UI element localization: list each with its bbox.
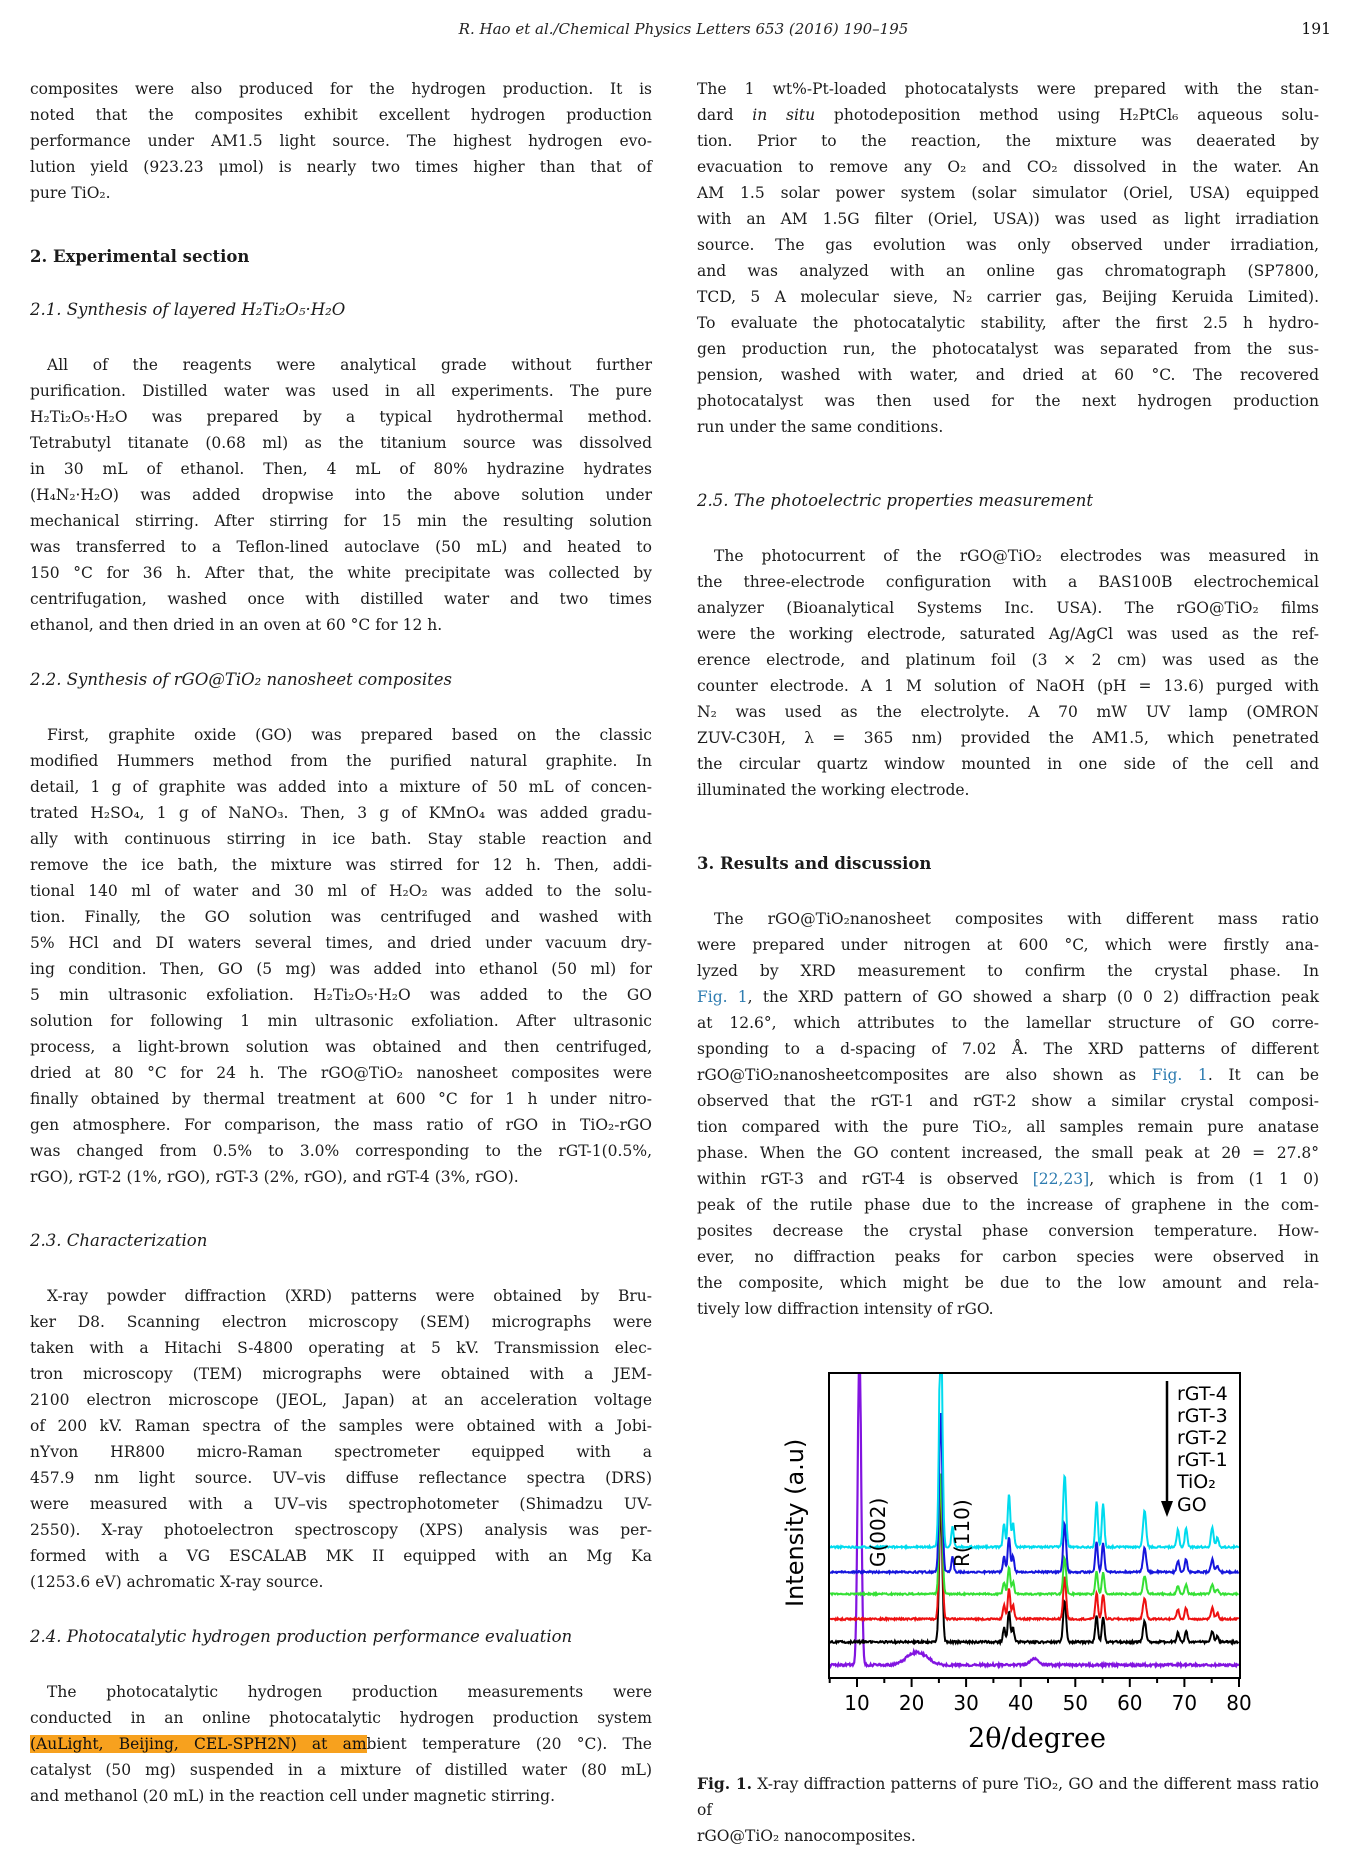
paragraph	[30, 722, 652, 1190]
xrd-chart	[697, 1355, 1319, 1755]
section-heading: 2.1. Synthesis of layered H₂Ti₂O₅·H₂O	[30, 300, 346, 319]
peak-label-R110: R(110)	[950, 1499, 974, 1567]
paragraph	[697, 76, 1319, 440]
text-line: X-ray powder diffraction (XRD) patterns were obtained by Bru-	[47, 1287, 652, 1305]
paragraph	[697, 906, 1319, 1322]
paragraph	[30, 76, 652, 206]
text-line: tion. Prior to the reaction, the mixture was deaerated by	[697, 132, 1319, 150]
text-line: evacuation to remove any O₂ and CO₂ dissolved in the water. An	[697, 158, 1319, 176]
text-line: The rGO@TiO₂nanosheet composites with different mass ratio	[714, 910, 1319, 928]
legend-label-rGT-3: rGT-3	[1177, 1405, 1228, 1427]
text-line: ZUV-C30H, λ = 365 nm) provided the AM1.5, which penetrated	[697, 729, 1319, 747]
x-tick-label: 80	[1226, 1691, 1252, 1715]
text-line: (AuLight, Beijing, CEL-SPH2N) at ambient temperature (20 °C). The	[30, 1735, 652, 1753]
text-line: observed that the rGT-1 and rGT-2 show a similar crystal composi-	[697, 1092, 1319, 1110]
legend-label-rGT-1: rGT-1	[1177, 1449, 1228, 1471]
text-line: run under the same conditions.	[697, 418, 944, 436]
text-line: counter electrode. A 1 M solution of NaOH (pH = 13.6) purged with	[697, 677, 1319, 695]
text-line: tion. Finally, the GO solution was centrifuged and washed with	[30, 908, 652, 926]
text-line: and methanol (20 mL) in the reaction cell under magnetic stirring.	[30, 1787, 556, 1805]
x-tick-label: 20	[898, 1691, 925, 1715]
text-line: phase. When the GO content increased, the small peak at 2θ = 27.8°	[697, 1144, 1319, 1162]
text-line: N₂ was used as the electrolyte. A 70 mW UV lamp (OMRON	[697, 703, 1319, 721]
paragraph	[30, 1679, 652, 1809]
text-line: were measured with a UV–vis spectrophotometer (Shimadzu UV-	[30, 1495, 652, 1513]
text-line: The photocurrent of the rGO@TiO₂ electrodes was measured in	[714, 547, 1319, 565]
text-line: 150 °C for 36 h. After that, the white precipitate was collected by	[30, 564, 652, 582]
text-line: gen atmosphere. For comparison, the mass ratio of rGO in TiO₂-rGO	[30, 1116, 652, 1134]
text-line: were the working electrode, saturated Ag/AgCl was used as the ref-	[697, 625, 1319, 643]
x-tick-label: 40	[1007, 1691, 1034, 1715]
paragraph	[30, 1283, 652, 1595]
text-line: the three-electrode configuration with a BAS100B electrochemical	[697, 573, 1319, 591]
x-tick-label: 60	[1117, 1691, 1143, 1715]
text-line: purification. Distilled water was used in all experiments. The pure	[30, 382, 652, 400]
text-line: was changed from 0.5% to 3.0% corresponding to the rGT-1(0.5%,	[30, 1142, 652, 1160]
text-line: trated H₂SO₄, 1 g of NaNO₃. Then, 3 g of KMnO₄ was added gradu-	[30, 804, 652, 822]
text-line: All of the reagents were analytical grade without further	[47, 356, 652, 374]
legend-arrowhead-icon	[1161, 1501, 1173, 1517]
legend-label-rGT-2: rGT-2	[1177, 1427, 1228, 1449]
caption-line: rGO@TiO₂ nanocomposites.	[697, 1827, 916, 1845]
text-line: dried at 80 °C for 24 h. The rGO@TiO₂ nanosheet composites were	[30, 1064, 652, 1082]
peak-label-G002: G(002)	[866, 1497, 890, 1567]
text-line: sponding to a d-spacing of 7.02 Å. The XRD patterns of different	[697, 1040, 1319, 1058]
legend-label-GO: GO	[1177, 1494, 1207, 1516]
text-line: AM 1.5 solar power system (solar simulator (Oriel, USA) equipped	[697, 184, 1319, 202]
text-line: the composite, which might be due to the low amount and rela-	[697, 1274, 1319, 1292]
text-line: at 12.6°, which attributes to the lamellar structure of GO corre-	[697, 1014, 1319, 1032]
text-line: the circular quartz window mounted in one side of the cell and	[697, 755, 1319, 773]
x-tick-label: 50	[1062, 1691, 1089, 1715]
section-heading: 2. Experimental section	[30, 247, 250, 266]
text-line: tively low diffraction intensity of rGO.	[697, 1300, 994, 1318]
x-tick-label: 70	[1171, 1691, 1198, 1715]
text-line: Tetrabutyl titanate (0.68 ml) as the titanium source was dissolved	[30, 434, 652, 452]
right-column	[697, 76, 1319, 1849]
section-heading: 2.3. Characterization	[30, 1231, 208, 1250]
text-line: First, graphite oxide (GO) was prepared based on the classic	[47, 726, 652, 744]
citation-link[interactable]: [22,23]	[1032, 1170, 1090, 1188]
text-line: centrifugation, washed once with distilled water and two times	[30, 590, 652, 608]
text-line: ethanol, and then dried in an oven at 60 °C for 12 h.	[30, 616, 443, 634]
text-line: was transferred to a Teflon-lined autoclave (50 mL) and heated to	[30, 538, 652, 556]
page-number: 191	[1301, 20, 1331, 38]
text-line: TCD, 5 A molecular sieve, N₂ carrier gas, Beijing Keruida Limited).	[697, 288, 1319, 306]
text-line: process, a light-brown solution was obtained and then centrifuged,	[30, 1038, 652, 1056]
text-line: The 1 wt%-Pt-loaded photocatalysts were prepared with the stan-	[697, 80, 1319, 98]
text-line: erence electrode, and platinum foil (3 × 2 cm) was used as the	[697, 651, 1319, 669]
text-line: taken with a Hitachi S-4800 operating at 5 kV. Transmission elec-	[30, 1339, 652, 1357]
text-line: catalyst (50 mg) suspended in a mixture of distilled water (80 mL)	[30, 1761, 652, 1779]
text-line: conducted in an online photocatalytic hydrogen production system	[30, 1709, 652, 1727]
text-line: ever, no diffraction peaks for carbon species were observed in	[697, 1248, 1319, 1266]
text-line: rGO), rGT-2 (1%, rGO), rGT-3 (2%, rGO), and rGT-4 (3%, rGO).	[30, 1168, 519, 1186]
text-line: tional 140 ml of water and 30 ml of H₂O₂ was added to the solu-	[30, 882, 652, 900]
citation-link[interactable]: Fig. 1	[1151, 1066, 1208, 1084]
section-heading: 2.5. The photoelectric properties measurement	[697, 491, 1094, 510]
left-column	[30, 76, 652, 1809]
text-line: 5% HCl and DI waters several times, and dried under vacuum dry-	[30, 934, 652, 952]
text-line: pension, washed with water, and dried at 60 °C. The recovered	[697, 366, 1319, 384]
text-line: 457.9 nm light source. UV–vis diffuse reflectance spectra (DRS)	[30, 1469, 652, 1487]
text-line: illuminated the working electrode.	[697, 781, 970, 799]
paragraph	[30, 352, 652, 638]
text-line: tron microscopy (TEM) micrographs were obtained with a JEM-	[30, 1365, 652, 1383]
figure-caption	[697, 1771, 1319, 1849]
text-line: mechanical stirring. After stirring for 15 min the resulting solution	[30, 512, 652, 530]
journal-header: R. Hao et al./Chemical Physics Letters 653 (2016) 190–195	[458, 20, 909, 38]
text-line: nYvon HR800 micro-Raman spectrometer equipped with a	[30, 1443, 652, 1461]
text-line: noted that the composites exhibit excellent hydrogen production	[30, 106, 652, 124]
text-line: H₂Ti₂O₅·H₂O was prepared by a typical hydrothermal method.	[30, 408, 652, 426]
text-line: in 30 mL of ethanol. Then, 4 mL of 80% hydrazine hydrates	[30, 460, 652, 478]
text-line: ing condition. Then, GO (5 mg) was added into ethanol (50 ml) for	[30, 960, 652, 978]
text-line: with an AM 1.5G filter (Oriel, USA)) was used as light irradiation	[697, 210, 1319, 228]
text-line: ally with continuous stirring in ice bath. Stay stable reaction and	[30, 830, 652, 848]
text-line: were prepared under nitrogen at 600 °C, which were firstly ana-	[697, 936, 1319, 954]
text-line: Fig. 1, the XRD pattern of GO showed a sharp (0 0 2) diffraction peak	[697, 988, 1319, 1006]
text-line: and was analyzed with an online gas chromatograph (SP7800,	[697, 262, 1319, 280]
text-line: ker D8. Scanning electron microscopy (SEM) micrographs were	[30, 1313, 652, 1331]
text-line: 2100 electron microscope (JEOL, Japan) at an acceleration voltage	[30, 1391, 652, 1409]
text-line: posites decrease the crystal phase conversion temperature. How-	[697, 1222, 1319, 1240]
x-tick-label: 30	[953, 1691, 979, 1715]
text-line: tion compared with the pure TiO₂, all samples remain pure anatase	[697, 1118, 1319, 1136]
text-line: analyzer (Bioanalytical Systems Inc. USA). The rGO@TiO₂ films	[697, 599, 1319, 617]
figure-1	[697, 1355, 1319, 1849]
x-tick-label: 10	[844, 1691, 870, 1715]
text-line: formed with a VG ESCALAB MK II equipped with an Mg Ka	[30, 1547, 652, 1565]
text-line: gen production run, the photocatalyst was separated from the sus-	[697, 340, 1319, 358]
paragraph	[697, 543, 1319, 803]
text-line: lyzed by XRD measurement to confirm the crystal phase. In	[697, 962, 1319, 980]
text-line: of 200 kV. Raman spectra of the samples were obtained with a Jobi-	[30, 1417, 652, 1435]
text-line: rGO@TiO₂nanosheetcomposites are also shown as Fig. 1. It can be	[697, 1066, 1320, 1084]
text-line: composites were also produced for the hydrogen production. It is	[30, 80, 652, 98]
text-line: To evaluate the photocatalytic stability, after the first 2.5 h hydro-	[697, 314, 1319, 332]
text-line: performance under AM1.5 light source. The highest hydrogen evo-	[30, 132, 652, 150]
y-axis-label: Intensity (a.u)	[781, 1438, 809, 1607]
section-heading: 2.2. Synthesis of rGO@TiO₂ nanosheet composites	[30, 670, 452, 689]
text-line: modified Hummers method from the purified natural graphite. In	[30, 752, 652, 770]
text-line: The photocatalytic hydrogen production measurements were	[47, 1683, 652, 1701]
legend-label-TiO₂: TiO₂	[1177, 1471, 1216, 1493]
citation-link[interactable]: Fig. 1	[697, 988, 748, 1006]
text-line: remove the ice bath, the mixture was stirred for 12 h. Then, addi-	[30, 856, 652, 874]
text-line: solution for following 1 min ultrasonic exfoliation. After ultrasonic	[30, 1012, 652, 1030]
text-line: 5 min ultrasonic exfoliation. H₂Ti₂O₅·H₂O was added to the GO	[30, 986, 652, 1004]
text-line: lution yield (923.23 μmol) is nearly two times higher than that of	[30, 158, 652, 176]
section-heading: 3. Results and discussion	[697, 854, 932, 873]
highlighted-text: (AuLight, Beijing, CEL-SPH2N) at am	[30, 1735, 367, 1753]
text-line: (1253.6 eV) achromatic X-ray source.	[30, 1573, 324, 1591]
text-line: 2550). X-ray photoelectron spectroscopy (XPS) analysis was per-	[30, 1521, 652, 1539]
text-line: source. The gas evolution was only observed under irradiation,	[697, 236, 1319, 254]
legend-label-rGT-4: rGT-4	[1177, 1383, 1228, 1405]
text-line: pure TiO₂.	[30, 184, 111, 202]
caption-line: Fig. 1. X-ray diffraction patterns of pure TiO₂, GO and the different mass ratio of	[697, 1774, 1319, 1819]
x-axis-label: 2θ/degree	[968, 1723, 1106, 1754]
text-line: peak of the rutile phase due to the increase of graphene in the com-	[697, 1196, 1319, 1214]
text-line: dard in situ photodeposition method using H₂PtCl₆ aqueous solu-	[697, 106, 1319, 124]
text-line: detail, 1 g of graphite was added into a mixture of 50 mL of concen-	[30, 778, 652, 796]
section-heading: 2.4. Photocatalytic hydrogen production performance evaluation	[30, 1627, 573, 1646]
text-line: (H₄N₂·H₂O) was added dropwise into the above solution under	[30, 486, 652, 504]
text-line: within rGT-3 and rGT-4 is observed [22,23], which is from (1 1 0)	[697, 1170, 1319, 1188]
text-line: finally obtained by thermal treatment at 600 °C for 1 h under nitro-	[30, 1090, 652, 1108]
text-line: photocatalyst was then used for the next hydrogen production	[697, 392, 1319, 410]
